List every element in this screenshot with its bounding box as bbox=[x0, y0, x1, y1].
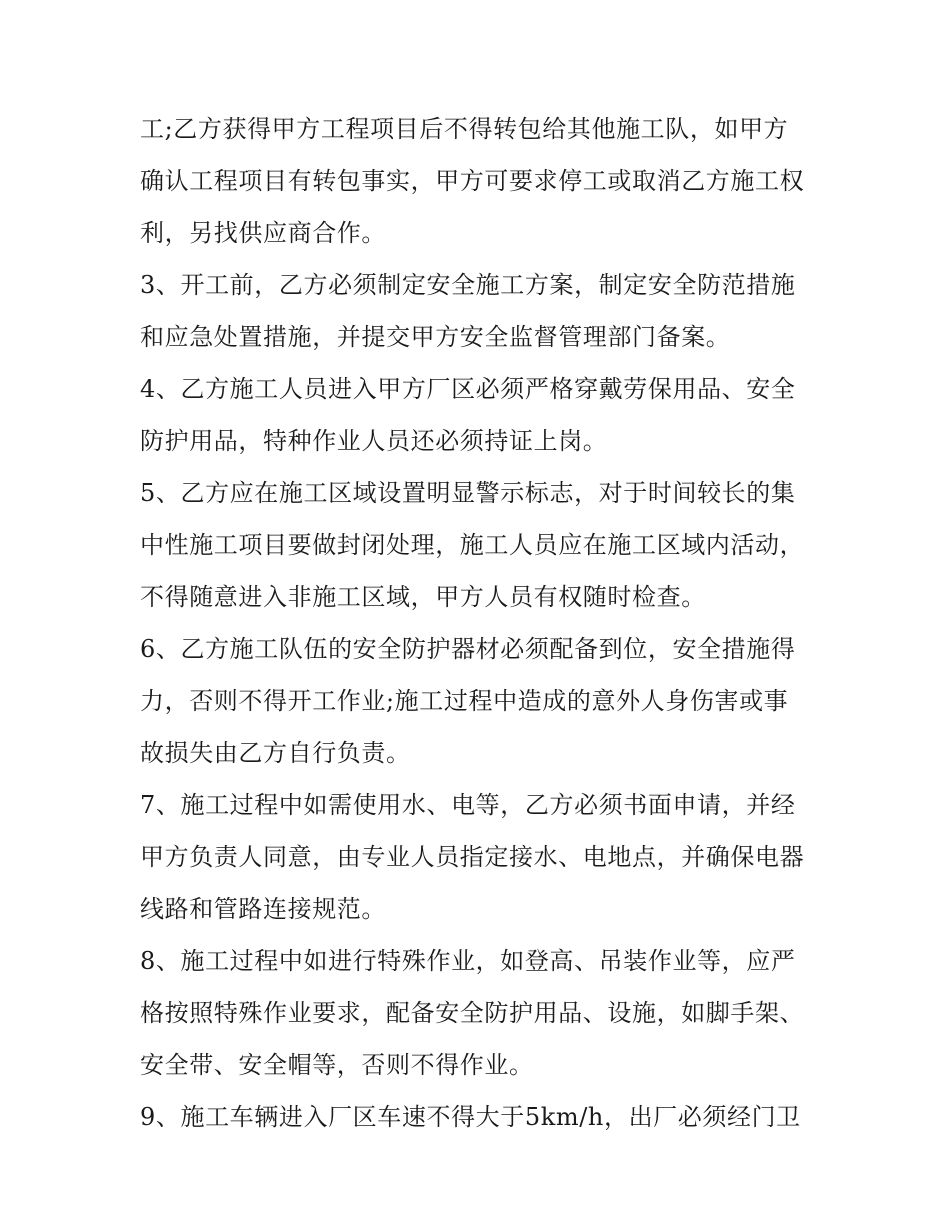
text-line: 4、乙方施工人员进入甲方厂区必须严格穿戴劳保用品、安全 bbox=[140, 375, 796, 403]
text-line: 防护用品，特种作业人员还必须持证上岗。 bbox=[140, 427, 608, 455]
text-line: 格按照特殊作业要求，配备安全防护用品、设施，如脚手架、 bbox=[140, 999, 805, 1027]
text-line: 9、施工车辆进入厂区车速不得大于5km/h，出厂必须经门卫 bbox=[140, 1103, 801, 1131]
text-line: 故损失由乙方自行负责。 bbox=[140, 739, 411, 767]
text-line: 工;乙方获得甲方工程项目后不得转包给其他施工队，如甲方 bbox=[140, 115, 789, 143]
text-line: 力，否则不得开工作业;施工过程中造成的意外人身伤害或事 bbox=[140, 687, 789, 715]
text-line: 不得随意进入非施工区域，甲方人员有权随时检查。 bbox=[140, 583, 706, 611]
text-line: 线路和管路连接规范。 bbox=[140, 895, 386, 923]
text-line: 利，另找供应商合作。 bbox=[140, 219, 386, 247]
text-line: 8、施工过程中如进行特殊作业，如登高、吊装作业等，应严 bbox=[140, 947, 796, 975]
text-line: 3、开工前，乙方必须制定安全施工方案，制定安全防范措施 bbox=[140, 271, 796, 299]
document-body bbox=[140, 103, 820, 1143]
text-line: 5、乙方应在施工区域设置明显警示标志，对于时间较长的集 bbox=[140, 479, 796, 507]
text-line: 和应急处置措施，并提交甲方安全监督管理部门备案。 bbox=[140, 323, 731, 351]
text-line: 6、乙方施工队伍的安全防护器材必须配备到位，安全措施得 bbox=[140, 635, 796, 663]
text-line: 确认工程项目有转包事实，甲方可要求停工或取消乙方施工权 bbox=[140, 167, 805, 195]
text-line: 甲方负责人同意，由专业人员指定接水、电地点，并确保电器 bbox=[140, 843, 805, 871]
text-line: 7、施工过程中如需使用水、电等，乙方必须书面申请，并经 bbox=[140, 791, 796, 819]
text-line: 安全带、安全帽等，否则不得作业。 bbox=[140, 1051, 534, 1079]
text-line: 中性施工项目要做封闭处理，施工人员应在施工区域内活动， bbox=[140, 531, 805, 559]
